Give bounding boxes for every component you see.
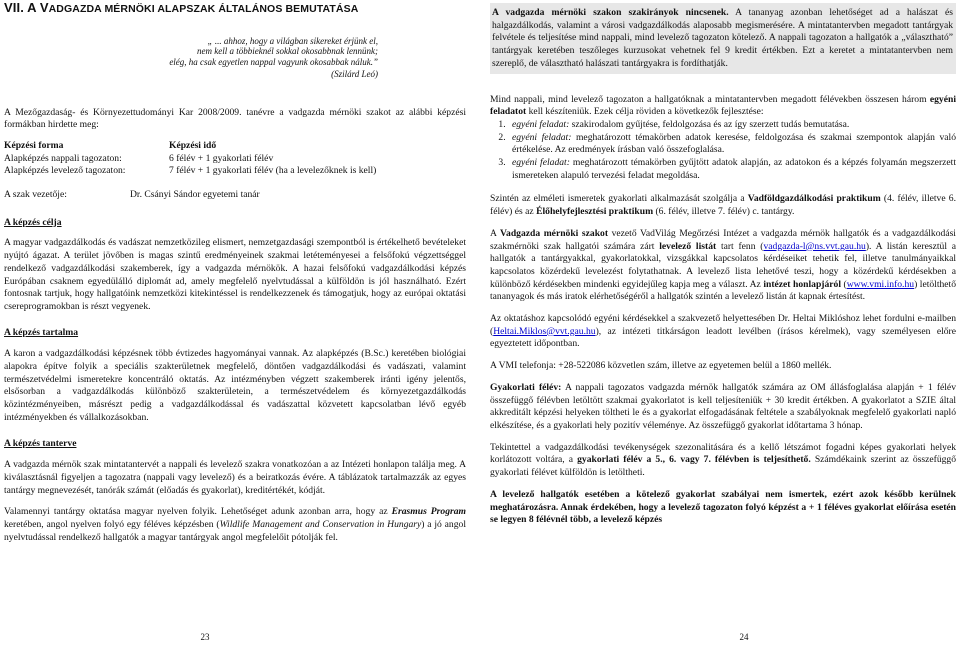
tasks-list (490, 119, 956, 183)
mailing-list-email-link[interactable]: vadgazda-l@ns.vvt.gau.hu (763, 240, 866, 252)
specialization-bold: A vadgazda mérnöki szakon szakirányok nincsenek. (492, 7, 729, 18)
bold-term: egyéni feladatot (490, 93, 956, 118)
institute-website-link[interactable]: www.vmi.info.hu (846, 278, 915, 290)
motto-quote (128, 36, 378, 68)
curriculum-paragraph: A vadgazda mérnök szak mintatantervét a nappali és levelező szakra vonatkozóan a az Intézeti honlapon találja meg. A kiválasztásnál figyeljen a tagozatra (nappali vagy levelező) és a beiratkozás évére. A táblázatok tartalmazzák az egyes tantárgy megnevezését, tanórák számát (előadás és gyakorlat), kreditértékét, kódját. (4, 459, 466, 496)
goal-heading: A képzés célja (4, 216, 62, 228)
text-run: Szintén az elméleti ismeretek gyakorlati alkalmazását szolgálja a (490, 193, 748, 205)
task-text: szakirodalom gyűjtése, feldolgozása és az így szerzett tudás bemutatása. (569, 118, 850, 130)
leader-label: A szak vezetője: (4, 189, 67, 201)
list-item (508, 157, 956, 182)
text-run: keretében, angol nyelven folyó egy féléves képzésben ( (4, 519, 220, 531)
mailing-list-paragraph (490, 228, 956, 304)
chapter-title-prefix: VII. A V (4, 0, 49, 15)
language-paragraph (4, 506, 466, 544)
motto-line: nem kell a többieknél sokkal okosabbnak lennünk; (197, 46, 378, 57)
text-run: Valamennyi tantárgy oktatása magyar nyelven folyik. Lehetőséget adunk azonban arra, hogy az (4, 506, 392, 518)
form-cell: Alapképzés nappali tagozaton: (4, 152, 122, 164)
course-title: Wildlife Management and Conservation in Hungary (219, 519, 422, 531)
leader-name: Dr. Csányi Sándor egyetemi tanár (130, 189, 260, 201)
text-run: A nappali tagozatos vadgazda mérnök hallgatók számára az OM állásfoglalása alapján + 1 félév összefüggő félévben letöltött szakmai gyakorlatot is kell teljesíteniük + 30 kredit értékben. A gyakorlatot a SZIE által akkreditált képzési helyeken töltheti le és a gyakorlat elfogadásának feltétele a szabályoknak megfelelő gyakorlati napló elkészítése, és a gyakorlati hely pozitív véleménye. Az összefüggő gyakorlat időtartama 3 hónap. (490, 381, 956, 431)
text-run: A tananyag azonban lehetőséget ad a halászat és halgazdálkodás, valamint a városi vadgazdálkodás alaposabb megismerésére. A mintatantervben megadott tantárgyak felvétele és teljesítése mind nappali, mind levelező tagozaton kötelező. A nappali tagozaton a hallgatók a „választható” tantárgyak keretében teszőleges kurzusokat vehetnek fel 9 kredit értékben. Ezt a keretet a mintatantervben nem szereplő, de választható halászati tantárgyakra is fordíthatják. (492, 7, 954, 69)
bold-term: intézet honlapjáról (763, 278, 841, 290)
text-run: ). A listán keresztül a hallgatók a tantárgyakkal, gyakorlatokkal, vizsgákkal kapcsolatos kérdéseiket tehetik fel, illetve tanulmányaikkal kapcsolatos közérdekű levelezést folytathatnak. A levelező lista lehetővé teszi, hogy a közérdekű kérdésekben a különböző kérdésekben mindenki egyidejűleg kapja meg a választ. Az (490, 240, 956, 290)
duration-cell: 7 félév + 1 gyakorlati félév (ha a levelezőknek is kell) (169, 165, 377, 177)
practicum-paragraph (490, 193, 956, 218)
content-paragraph: A karon a vadgazdálkodási képzésnek több évtizedes hagyományai vannak. Az alapképzés (B.Sc.) keretében biológiai alapokra építve folyik a speciális szakterületnek megfelelő, döntően vadgazdálkodási és vadászati, valamint természetvédelmi ismeretekre koncentráló oktatás. Az intézményben végzett szakemberek iránti igény jelentős, elsősorban a vadgazdálkodás különböző szakterületein, a természetvédelem és környezetgazdálkodás közintézményeiben, másrészt pedig a vadgazdálkodással és vadászattal közvetett kapcsolatban lévő egyéb intézményekben és vállalkozásokban. (4, 348, 466, 423)
text-run: Számdékaink szerint az összefüggő gyakorlati félévet külföldön is letöltheti. (490, 454, 957, 479)
internship-timing-paragraph (490, 442, 956, 480)
left-page (0, 0, 478, 652)
erasmus-program: Erasmus Program (391, 506, 466, 518)
goal-paragraph: A magyar vadgazdálkodás és vadászat nemzetközileg elismert, nemzetgazdasági szempontból is értékelhető bevételeket nyújtó ágazat. A terület jövőben is magas szintű eredményeinek szakmai letéteményesei a felsőfokú végzettséggel rendelkező vadgazdálkodási szakemberek, így a vadgazda mérnökök. A hazai felsőfokú vadgazdálkodási képzés Európában csaknem egyedülálló diplomát ad, amely megfelelő nyelvtudással a külföldön is jól használható. Ezért fontosnak tartjuk, hogy hallgatóink nemzetközi kitekintéssel is rendelkezzenek és támogatjuk, hogy az európai oktatási csereprogramokban is részt vegyenek. (4, 237, 466, 312)
specialization-box (490, 3, 956, 74)
bold-term: Gyakorlati félév: (490, 381, 562, 393)
text-run: Mind nappali, mind levelező tagozaton a hallgatóknak a mintatantervben megadott félévekben összesen három (490, 93, 930, 105)
bold-term: gyakorlati félév a 5., 6. vagy 7. félévben is teljesíthető. (577, 454, 811, 466)
header-form: Képzési forma (4, 139, 64, 151)
task-label: egyéni feladat: (512, 157, 570, 169)
header-duration: Képzési idő (169, 139, 217, 151)
program-leader (4, 189, 466, 202)
correspondence-paragraph: A levelező hallgatók esetében a kötelező gyakorlat szabályai nem ismertek, ezért azok később kerülnek meghatározásra. Annak érdekében, hogy a levelező tagozaton folyó képzést a + 1 féléves gyakorlat előírása esetén se legyen 8 félévnél több, a levelező képzés (490, 488, 956, 526)
text-run: A (490, 227, 500, 239)
form-cell: Alapképzés levelező tagozaton: (4, 165, 126, 177)
text-run: vezető VadVilág Megőrzési Intézet a vadgazda mérnök hallgatók és a vadgazdálkodási szakmérnöki szak hallgatói számára zárt (490, 227, 956, 252)
list-item (508, 132, 956, 157)
right-page (482, 0, 960, 652)
text-run: ), az intézeti titkárságon leadott levélben (írásos kérelmek), vagy személyesen előre egyeztetett időpontban. (490, 325, 956, 350)
list-item (508, 119, 956, 132)
duration-cell: 6 félév + 1 gyakorlati félév (169, 152, 274, 164)
table-row (4, 165, 466, 178)
bold-term: levelező listát (659, 240, 717, 252)
text-run: Az oktatáshoz kapcsolódó egyéni kérdésekkel a szakvezető helyettesében Dr. Heltai Miklóshoz lehet fordulni e-mailben ( (490, 313, 956, 337)
internship-paragraph (490, 382, 956, 433)
content-heading: A képzés tartalma (4, 326, 79, 338)
task-label: egyéni feladat: (512, 118, 570, 130)
contact-paragraph (490, 313, 956, 351)
phone-line: A VMI telefonja: +28-522086 közvetlen szám, illetve az egyetemen belül a 1860 mellék. (490, 360, 832, 372)
chapter-title-smallcaps: ADGAZDA MÉRNÖKI ALAPSZAK ÁLTALÁNOS BEMUTATÁSA (48, 3, 359, 15)
intro-paragraph: A Mezőgazdaság- és Környezettudományi Kar 2008/2009. tanévre a vadgazda mérnöki szakot az alábbi képzési formákban hirdette meg: (4, 106, 466, 131)
page-number: 23 (200, 632, 210, 643)
bold-term: Vadgazda mérnöki szakot (499, 227, 609, 239)
tasks-intro (490, 94, 956, 119)
text-run: ) letölthető tananyagok és más iratok elérhetőségéről a hallgatók szintén a levelező listán át kapnak értesítést. (490, 278, 957, 303)
motto-author: (Szilárd Leó) (331, 68, 378, 79)
page-number: 24 (739, 632, 749, 643)
bold-term: Élőhelyfejlesztési praktikum (536, 206, 654, 218)
task-text: meghatározott témakörben gyűjtött adatok alapján, az adatokon és a képzés folyamán megszerzett ismereteken alapuló tervezési feladat megoldása. (512, 157, 956, 181)
text-run: ( (841, 278, 847, 290)
training-forms-header (4, 140, 466, 153)
motto-line: „ ... ahhoz, hogy a világban sikereket érjünk el, (207, 35, 378, 46)
text-run: ) a jó angol nyelvtudással rendelkező hallgatók a magyar tantárgyak angol megfelelőit pótolják fel. (4, 519, 466, 543)
contact-email-link[interactable]: Heltai.Miklos@vvt.gau.hu (493, 325, 596, 337)
text-run: (6. félév, illetve 7. félév) c. tantárgy. (653, 206, 795, 218)
chapter-title (4, 2, 466, 16)
training-forms-table (4, 140, 466, 178)
task-label: egyéni feladat: (512, 131, 572, 143)
specialization-text (492, 7, 953, 71)
text-run: (4. félév, illetve 6. félév) és az (490, 193, 957, 218)
motto-line: elég, ha csak egyetlen nappal vagyunk okosabbak náluk.” (169, 57, 378, 68)
curriculum-heading: A képzés tanterve (4, 437, 77, 449)
bold-term: Vadföldgazdálkodási praktikum (747, 193, 881, 205)
text-run: tart fenn ( (716, 240, 764, 252)
task-text: meghatározott témakörben adatok keresése, feldolgozása és szakmai szempontok alapján való értékelése. Az eredmények írásban való összefoglalása. (512, 131, 956, 156)
table-row (4, 153, 466, 166)
text-run: Tekintettel a vadgazdálkodási tevékenységek szezonalitására és a kellő létszámot fogadni képes gyakorlati helyek korlátozott voltára, a (490, 441, 956, 466)
text-run: kell készíteniük. Ezek célja röviden a következők fejlesztése: (526, 106, 764, 118)
